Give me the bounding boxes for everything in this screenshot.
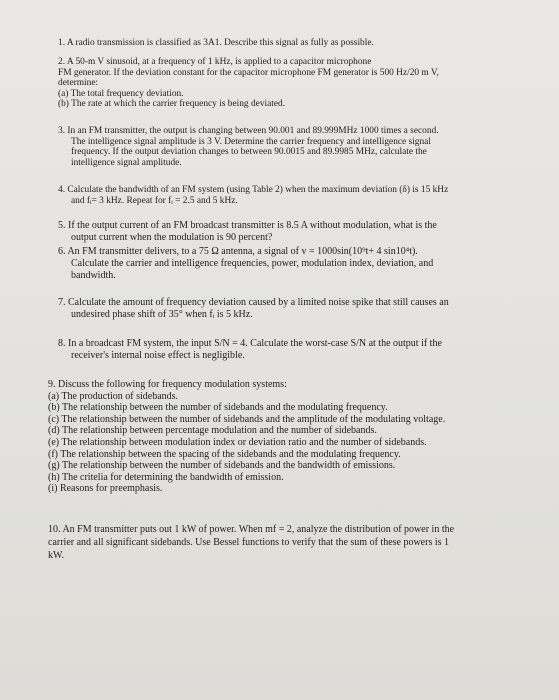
question-8 bbox=[58, 338, 520, 362]
question-text-line: frequency. If the output deviation changes to between 90.0015 and 89.9985 MHz, calculate the bbox=[71, 147, 427, 158]
question-text-line: and fᵢ= 3 kHz. Repeat for fᵢ = 2.5 and 5 kHz. bbox=[71, 195, 238, 206]
sub-item: (b) The rate at which the carrier frequency is being deviated. bbox=[58, 99, 286, 110]
question-text-line: FM generator. If the deviation constant for the capacitor microphone FM generator is 500 Hz/20 m V, bbox=[58, 67, 439, 78]
question-number: 8. bbox=[58, 338, 66, 349]
list-item: (d) The relationship between percentage modulation and the number of sidebands. bbox=[48, 425, 377, 437]
question-text-line: An FM transmitter delivers, to a 75 Ω antenna, a signal of v = 1000sin(10⁹t+ 4 sin10⁴t). bbox=[67, 246, 418, 257]
question-intro: 9. Discuss the following for frequency modulation systems: bbox=[48, 379, 287, 390]
list-item: (h) The critelia for determining the bandwidth of emission. bbox=[48, 471, 284, 483]
question-text-line: In an FM transmitter, the output is changing between 90.001 and 89.999MHz 1000 times a second. bbox=[67, 126, 439, 136]
list-item: (f) The relationship between the spacing of the sidebands and the modulating frequency. bbox=[48, 448, 401, 460]
list-item: (a) The production of sidebands. bbox=[48, 390, 179, 402]
question-text-line: Calculate the amount of frequency deviation caused by a limited noise spike that still causes an bbox=[68, 297, 449, 308]
question-text-line: determine: bbox=[58, 78, 99, 89]
question-4 bbox=[58, 185, 520, 206]
question-text-line: output current when the modulation is 90 percent? bbox=[71, 232, 273, 244]
question-number: 7. bbox=[58, 297, 66, 308]
list-item: (e) The relationship between modulation index or deviation ratio and the number of sidebands. bbox=[48, 436, 427, 448]
question-text-line: carrier and all significant sidebands. Use Bessel functions to verify that the sum of these powers is 1 bbox=[48, 536, 450, 548]
question-text-line: intelligence signal amplitude. bbox=[71, 157, 182, 168]
question-text-line: undesired phase shift of 35° when fᵢ is 5 kHz. bbox=[71, 309, 253, 321]
question-text-line: Calculate the carrier and intelligence frequencies, power, modulation index, deviation, and bbox=[71, 258, 434, 270]
question-text-line: bandwidth. bbox=[71, 270, 116, 282]
question-6 bbox=[58, 246, 520, 283]
question-text-line: In a broadcast FM system, the input S/N = 4. Calculate the worst-case S/N at the output if the bbox=[68, 338, 442, 349]
list-item: (b) The relationship between the number of sidebands and the modulating frequency. bbox=[48, 402, 388, 414]
question-number: 2. bbox=[58, 57, 66, 67]
question-number: 1. bbox=[58, 38, 66, 48]
list-item: (c) The relationship between the number of sidebands and the amplitude of the modulating voltage. bbox=[48, 413, 446, 425]
question-5 bbox=[58, 220, 520, 244]
question-text-line: If the output current of an FM broadcast transmitter is 8.5 A without modulation, what is the bbox=[68, 220, 437, 231]
question-number: 3. bbox=[58, 126, 66, 136]
question-3 bbox=[58, 126, 520, 168]
question-text: A radio transmission is classified as 3A1. Describe this signal as fully as possible. bbox=[66, 38, 374, 48]
question-text-line: kW. bbox=[48, 549, 65, 561]
question-text-line: Calculate the bandwidth of an FM system (using Table 2) when the maximum deviation (δ) is 15 kHz bbox=[67, 185, 449, 195]
question-number: 5. bbox=[58, 220, 66, 231]
list-item: (i) Reasons for preemphasis. bbox=[48, 483, 163, 495]
question-10 bbox=[48, 524, 518, 562]
question-number: 6. bbox=[58, 246, 66, 257]
question-7 bbox=[58, 297, 520, 321]
question-1 bbox=[58, 38, 520, 49]
question-text-line: A 50-m V sinusoid, at a frequency of 1 kHz, is applied to a capacitor microphone bbox=[66, 57, 372, 67]
question-9 bbox=[48, 379, 518, 495]
question-text-line: The intelligence signal amplitude is 3 V. Determine the carrier frequency and intelligence signal bbox=[71, 136, 431, 147]
question-number: 4. bbox=[58, 185, 66, 195]
question-text-line: 10. An FM transmitter puts out 1 kW of power. When mf = 2, analyze the distribution of power in the bbox=[48, 524, 455, 535]
question-2 bbox=[58, 57, 520, 110]
question-text-line: receiver's internal noise effect is negligible. bbox=[71, 350, 245, 362]
sub-item: (a) The total frequency deviation. bbox=[58, 88, 184, 99]
list-item: (g) The relationship between the number of sidebands and the bandwidth of emissions. bbox=[48, 460, 396, 472]
